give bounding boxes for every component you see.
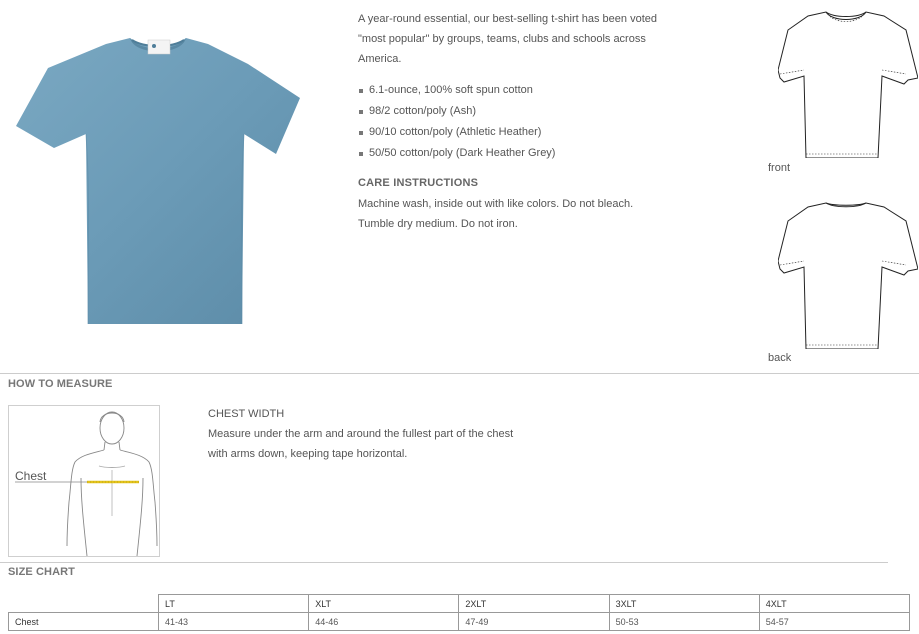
row-label: Chest [9,613,159,631]
size-header: LT [159,595,309,613]
chest-figure-label: Chest [15,469,47,483]
size-header: XLT [309,595,459,613]
table-cell: 44-46 [309,613,459,631]
size-chart-title: SIZE CHART [8,566,75,578]
how-to-measure-title: HOW TO MEASURE [8,378,113,390]
table-cell: 50-53 [609,613,759,631]
chest-width-instructions [208,424,528,464]
product-description: A year-round essential, our best-selling t-shirt has been voted "most popular" by groups, teams, clubs and schools across America. [358,13,657,65]
back-flat-sketch [778,199,918,349]
table-header-row [9,595,910,613]
care-title: CARE INSTRUCTIONS [358,177,479,189]
feature-list [358,80,678,164]
instruction-line: with arms down, keeping tape horizontal. [208,448,408,460]
list-item: 50/50 cotton/poly (Dark Heather Grey) [358,143,678,164]
front-flat-sketch [778,8,918,158]
size-header: 2XLT [459,595,609,613]
care-instructions [358,194,658,234]
table-cell: 47-49 [459,613,609,631]
back-label: back [768,352,792,364]
size-header: 4XLT [759,595,909,613]
table-corner-cell [9,595,159,613]
instruction-line: Measure under the arm and around the fullest part of the chest [208,428,514,440]
list-item: 98/2 cotton/poly (Ash) [358,101,678,122]
list-item: 6.1-ounce, 100% soft spun cotton [358,80,678,101]
chest-width-title: CHEST WIDTH [208,408,285,420]
table-row [9,613,910,631]
measure-figure [8,405,160,557]
table-cell: 54-57 [759,613,909,631]
table-cell: 41-43 [159,613,309,631]
care-line: Tumble dry medium. Do not iron. [358,218,518,230]
size-header: 3XLT [609,595,759,613]
list-item: 90/10 cotton/poly (Athletic Heather) [358,122,678,143]
care-line: Machine wash, inside out with like colors. Do not bleach. [358,198,634,210]
size-chart-table [8,594,910,631]
front-label: front [768,162,791,174]
section-divider [0,562,888,563]
section-divider [0,373,919,374]
product-photo-tshirt [12,34,304,326]
